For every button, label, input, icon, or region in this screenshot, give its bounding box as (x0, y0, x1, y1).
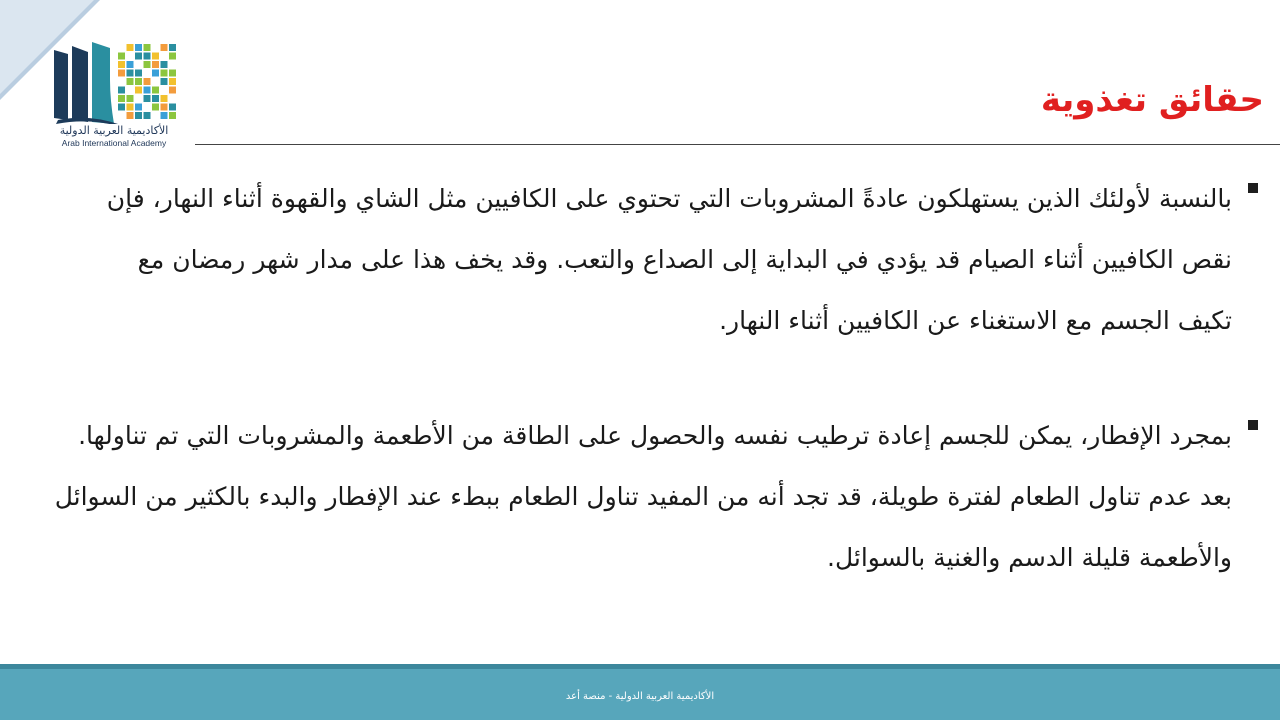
bullet-line: نقص الكافيين أثناء الصيام قد يؤدي في البداية إلى الصداع والتعب. وقد يخف هذا على مدار شهر رمضان مع (137, 245, 1232, 274)
logo-mosaic-tile (118, 61, 125, 68)
logo-mosaic-tile (144, 61, 151, 68)
academy-logo-icon (48, 40, 180, 124)
logo-name-arabic: الأكاديمية العربية الدولية (59, 124, 169, 137)
logo-mosaic-tile (144, 87, 151, 94)
logo-mosaic-tile (127, 112, 134, 119)
logo-mosaic-tile (152, 87, 159, 94)
logo-mosaic-tile (135, 78, 142, 85)
logo-mosaic-tile (152, 70, 159, 77)
bullet-square-icon (1248, 183, 1258, 193)
logo-mosaic-tile (144, 78, 151, 85)
logo-mosaic-tile (127, 78, 134, 85)
logo-mosaic-tile (152, 104, 159, 111)
bullet-square-icon (1248, 420, 1258, 430)
bullet-text-1 (56, 168, 1232, 351)
logo-mosaic-tile (135, 104, 142, 111)
logo-mosaic-tile (161, 44, 168, 51)
logo-mosaic-tile (152, 53, 159, 60)
bullet-item-1 (56, 168, 1258, 351)
logo-mosaic-tile (118, 53, 125, 60)
logo-mosaic-tile (161, 61, 168, 68)
bullet-text-2 (55, 405, 1232, 588)
logo-mosaic-tile (169, 104, 176, 111)
title-divider (195, 144, 1280, 145)
logo-mosaic-tile (135, 44, 142, 51)
logo-mosaic-tile (169, 70, 176, 77)
logo-mosaic-tile (118, 104, 125, 111)
logo-mosaic-tile (161, 95, 168, 102)
slide-title: حقائق تغذوية (1040, 80, 1264, 120)
logo-mosaic-tile (135, 53, 142, 60)
bullet-line: تكيف الجسم مع الاستغناء عن الكافيين أثناء النهار. (719, 306, 1232, 335)
logo-mosaic-tile (152, 95, 159, 102)
logo-mosaic-tile (144, 44, 151, 51)
logo-mosaic-tile (135, 70, 142, 77)
logo-mosaic-tile (135, 112, 142, 119)
logo-mosaic-tile (161, 70, 168, 77)
logo-mosaic-tile (144, 112, 151, 119)
logo-mosaic-tile (169, 44, 176, 51)
logo-mosaic-tile (118, 95, 125, 102)
footer-text: الأكاديمية العربية الدولية - منصة أعد (565, 691, 715, 702)
academy-logo (44, 40, 184, 150)
bullet-line: والأطعمة قليلة الدسم والغنية بالسوائل. (827, 543, 1232, 572)
logo-mosaic-tile (169, 112, 176, 119)
logo-mosaic-tile (169, 87, 176, 94)
logo-mosaic-tile (144, 53, 151, 60)
logo-mosaic-tile (135, 87, 142, 94)
logo-mosaic-tile (161, 112, 168, 119)
logo-mosaic-tile (161, 78, 168, 85)
bullet-line: بعد عدم تناول الطعام لفترة طويلة، قد تجد أنه من المفيد تناول الطعام ببطء عند الإفطار والبدء بالكثير من السوائل (54, 482, 1232, 511)
logo-mosaic-tile (127, 61, 134, 68)
logo-mosaic-tile (127, 95, 134, 102)
logo-name-english: Arab International Academy (61, 138, 167, 148)
logo-mosaic-tile (152, 61, 159, 68)
logo-mosaic-tile (161, 104, 168, 111)
bullet-line: بمجرد الإفطار، يمكن للجسم إعادة ترطيب نفسه والحصول على الطاقة من الأطعمة والمشروبات التي تم تناولها. (78, 421, 1232, 450)
bullet-line: بالنسبة لأولئك الذين يستهلكون عادةً المشروبات التي تحتوي على الكافيين مثل الشاي والقهوة أثناء النهار، فإن (106, 184, 1232, 213)
logo-mosaic-tile (127, 70, 134, 77)
logo-mosaic-tile (118, 87, 125, 94)
logo-mosaic-tile (118, 70, 125, 77)
logo-mosaic-tile (169, 53, 176, 60)
bullet-item-2 (56, 405, 1258, 588)
logo-mosaic-tile (127, 44, 134, 51)
footer-bar (0, 664, 1280, 720)
logo-mosaic-tile (144, 95, 151, 102)
logo-mosaic-tile (169, 78, 176, 85)
logo-mosaic-tile (127, 104, 134, 111)
